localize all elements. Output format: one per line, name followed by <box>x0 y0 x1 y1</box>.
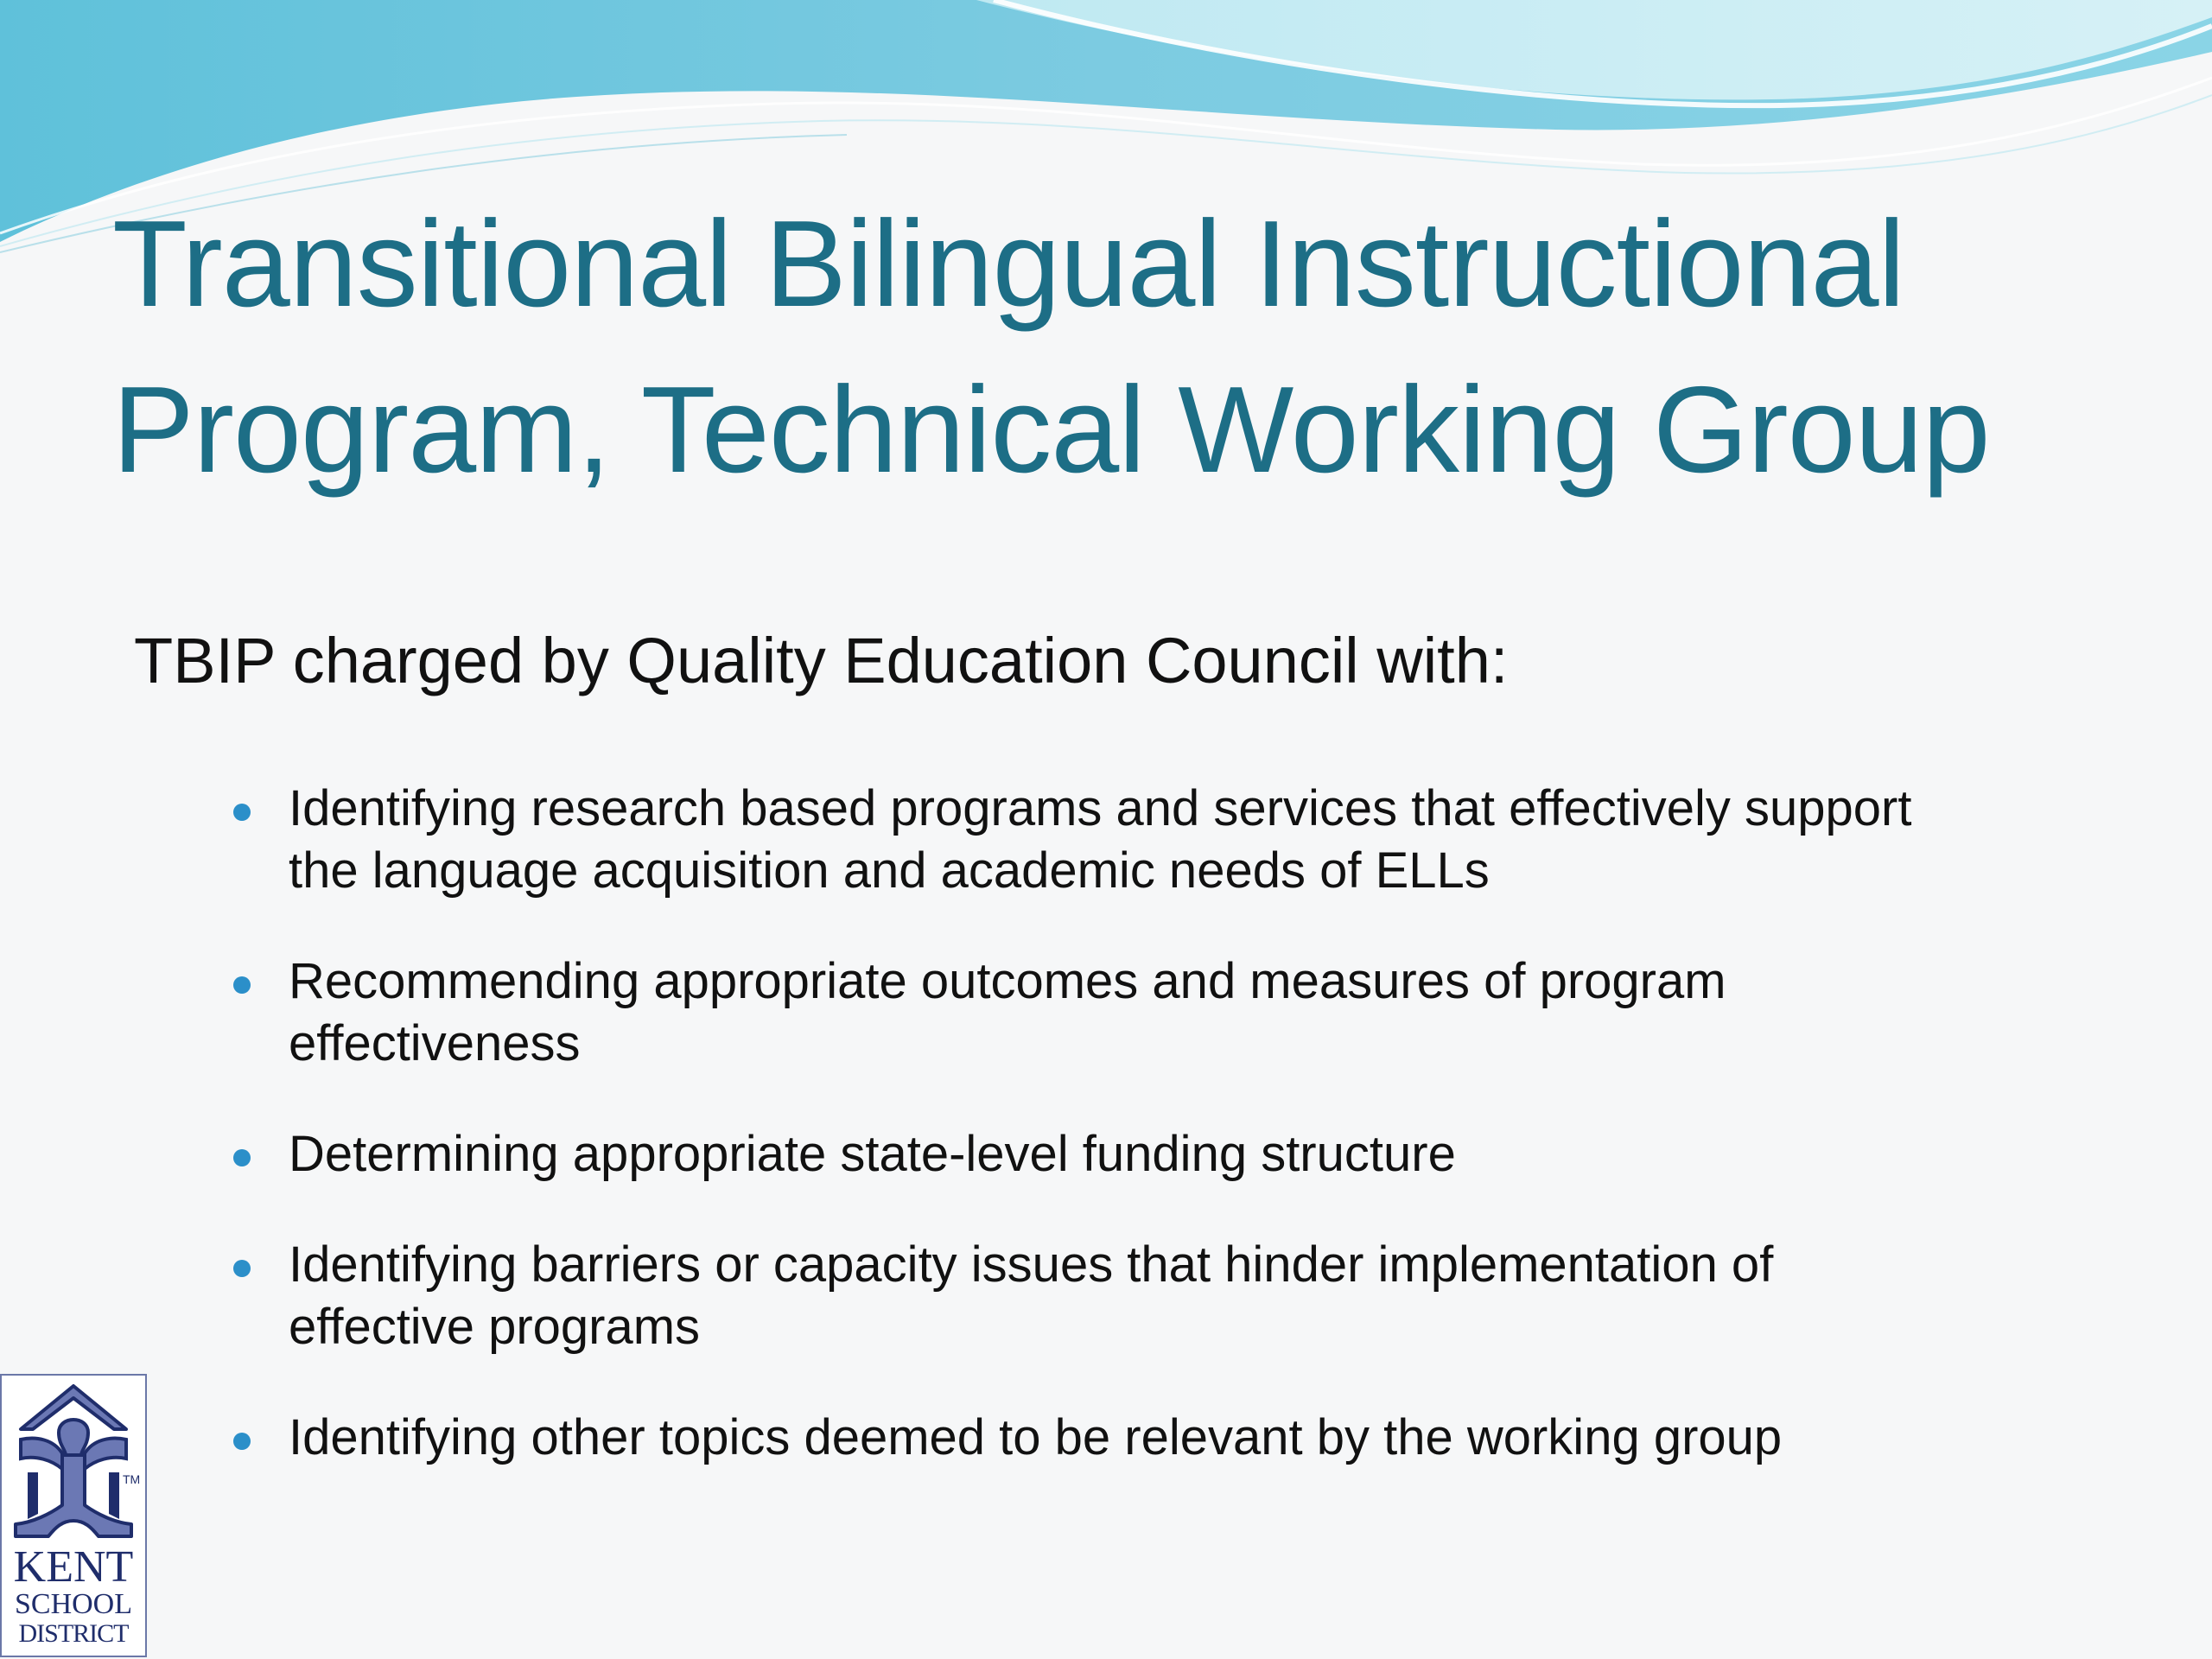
slide-title-line-2: Program, Technical Working Group <box>112 361 1990 499</box>
bullet-item <box>225 1123 2169 1185</box>
bullet-dot-icon <box>233 976 251 994</box>
bullet-text-line: Identifying other topics deemed to be relevant by the working group <box>289 1409 1783 1465</box>
slide-subtitle: TBIP charged by Quality Education Council with: <box>134 625 1509 696</box>
slide-title-line-1: Transitional Bilingual Instructional <box>112 195 1905 333</box>
kent-school-district-logo <box>0 1374 147 1657</box>
bullet-list <box>225 778 2169 1469</box>
bullet-dot-icon <box>233 1260 251 1277</box>
bullet-text-line: Recommending appropriate outcomes and measures of program <box>289 953 1726 1009</box>
bullet-text-line: Identifying research based programs and services that effectively support <box>289 780 1912 836</box>
bullet-dot-icon <box>233 1149 251 1166</box>
bullet-item <box>225 1234 2169 1358</box>
logo-text-district: DISTRICT <box>18 1619 129 1648</box>
logo-text-kent: KENT <box>13 1542 134 1592</box>
school-house-icon <box>2 1376 145 1545</box>
bullet-item <box>225 778 2169 902</box>
bullet-text-line: Determining appropriate state-level funding structure <box>289 1126 1456 1182</box>
slide-title <box>112 181 2134 513</box>
bullet-text-line: Identifying barriers or capacity issues that hinder implementation of <box>289 1236 1774 1293</box>
bullet-text-line: the language acquisition and academic needs of ELLs <box>289 842 1490 899</box>
bullet-text-line: effectiveness <box>289 1015 581 1071</box>
bullet-item <box>225 1407 2169 1469</box>
bullet-dot-icon <box>233 804 251 821</box>
bullet-text-line: effective programs <box>289 1299 701 1355</box>
logo-text-school: SCHOOL <box>14 1588 133 1620</box>
trademark-label: TM <box>123 1472 141 1486</box>
bullet-item <box>225 950 2169 1075</box>
bullet-dot-icon <box>233 1433 251 1450</box>
